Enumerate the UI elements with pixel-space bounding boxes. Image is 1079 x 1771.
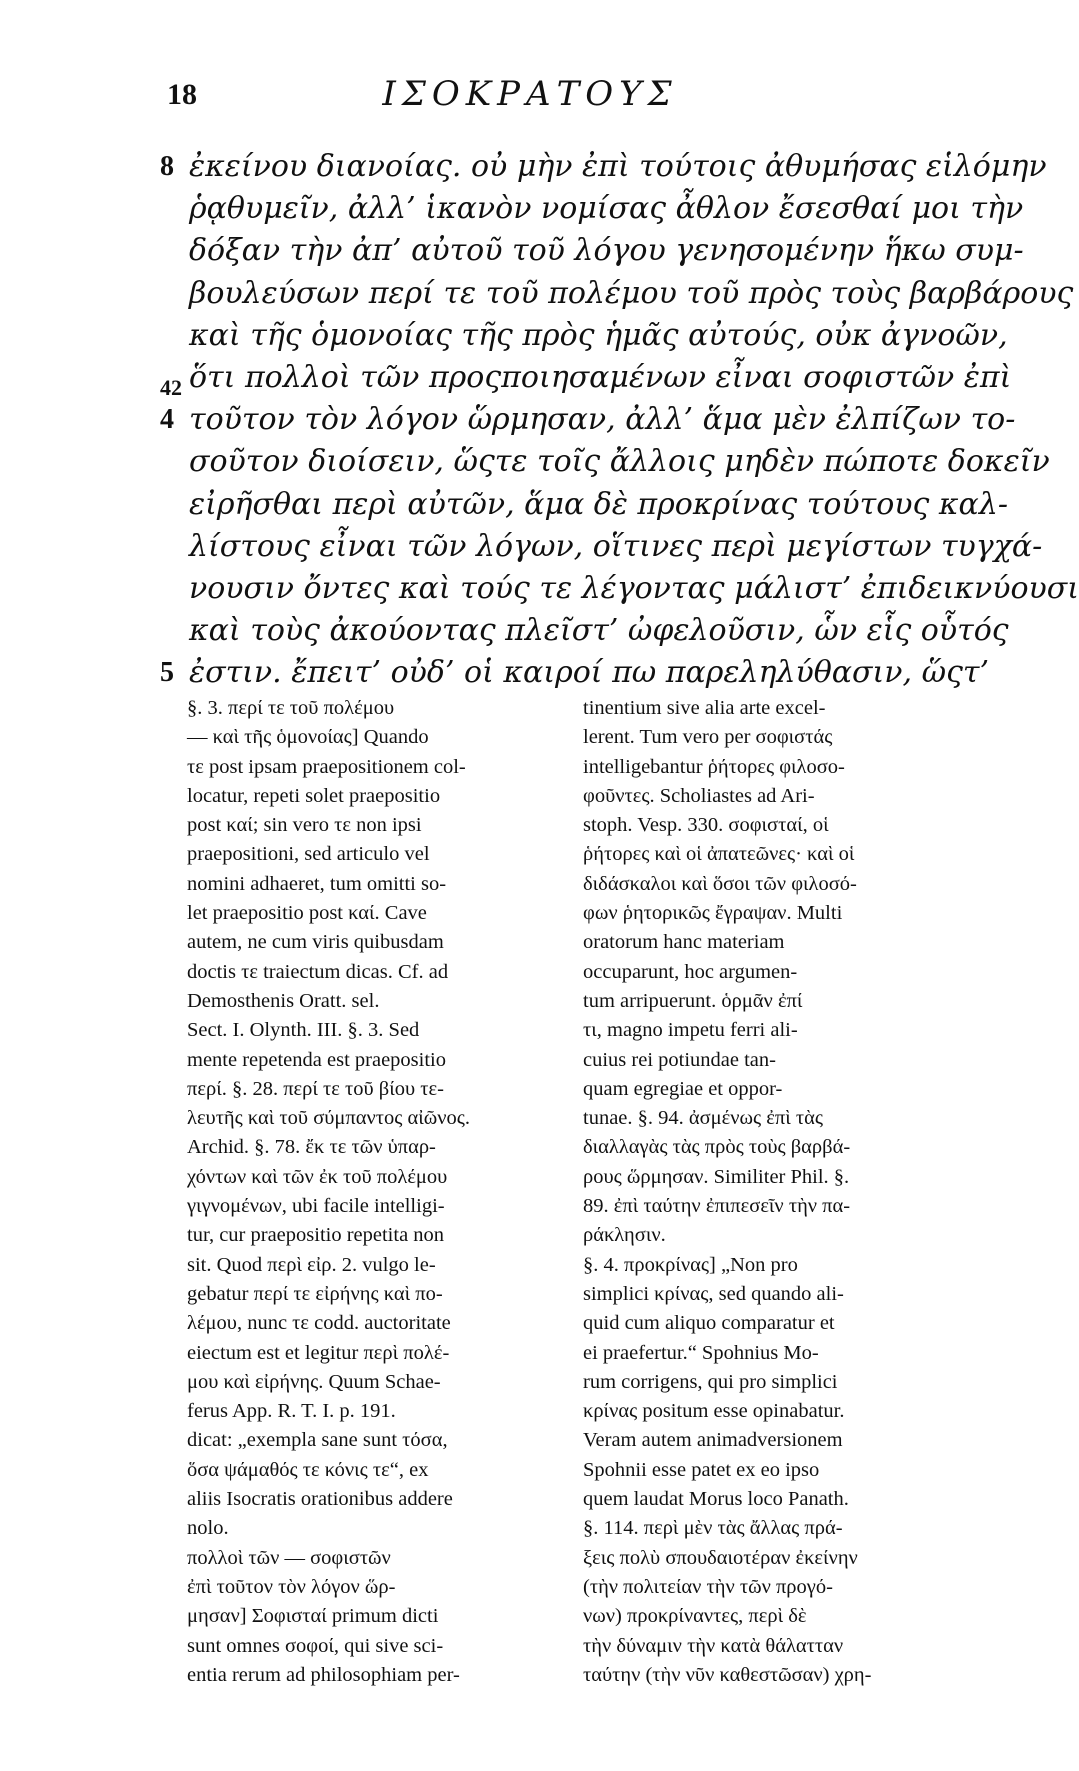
text-line-content: βουλεύσων περί τε τοῦ πολέμου τοῦ πρὸς τοὺς βαρβάρους <box>189 275 1074 311</box>
note-line: — καὶ τῆς ὁμονοίας] Quando <box>187 726 429 749</box>
note-line: sit. Quod περὶ εἰρ. 2. vulgo le- <box>187 1253 436 1276</box>
note-line: Archid. §. 78. ἔκ τε τῶν ὑπαρ- <box>187 1136 436 1159</box>
note-line: lerent. Tum vero per σοφιστάς <box>583 726 833 749</box>
note-line: διδάσκαλοι καὶ ὅσοι τῶν φιλοσό- <box>583 872 857 895</box>
note-line: rum corrigens, qui pro simplici <box>583 1370 838 1393</box>
note-line: sunt omnes σοφοί, qui sive sci- <box>187 1634 444 1657</box>
text-line-content: ἐστιν. ἔπειτ’ οὐδ’ οἱ καιροί πω παρεληλύθασιν, ὥςτ’ <box>189 655 990 691</box>
page-number: 18 <box>167 78 197 111</box>
text-line-content: καὶ τοὺς ἀκούοντας πλεῖστ’ ὠφελοῦσιν, ὧν εἷς οὗτός <box>189 613 1009 649</box>
text-line-content: λίστους εἶναι τῶν λόγων, οἵτινες περὶ μεγίστων τυγχά- <box>189 528 1043 564</box>
note-line: περί. §. 28. περί τε τοῦ βίου τε- <box>187 1077 444 1100</box>
note-line: χόντων καὶ τῶν ἐκ τοῦ πολέμου <box>187 1165 448 1188</box>
note-line: τι, magno impetu ferri ali- <box>583 1019 798 1042</box>
note-line: §. 114. περὶ μὲν τὰς ἄλλας πρά- <box>583 1517 843 1540</box>
note-line: tunae. §. 94. ἀσμένως ἐπὶ τὰς <box>583 1107 823 1130</box>
note-line: φων ῥητορικῶς ἔγραψαν. Multi <box>583 902 843 925</box>
note-line: ῥήτορες καὶ οἱ ἀπατεῶνες· καὶ οἱ <box>583 843 855 866</box>
text-line-content: ῥᾳθυμεῖν, ἀλλ’ ἱκανὸν νομίσας ἆθλον ἔσεσθαί μοι τὴν <box>189 191 1024 227</box>
note-line: locatur, repeti solet praepositio <box>187 784 441 807</box>
text-line-content: ὅτι πολλοὶ τῶν προςποιησαμένων εἶναι σοφιστῶν ἐπὶ <box>189 360 1012 395</box>
note-line: τε post ipsam praepositionem col- <box>187 755 466 778</box>
margin-paragraph-number: 8 <box>160 151 174 182</box>
text-line-content: καὶ τῆς ὁμονοίας τῆς πρὸς ἡμᾶς αὐτούς, οὐκ ἀγνοῶν, <box>189 317 1008 353</box>
note-line: ταύτην (τὴν νῦν καθεστῶσαν) χρη- <box>583 1663 872 1686</box>
note-line: doctis τε traiectum dicas. Cf. ad <box>187 960 449 983</box>
note-line: ei praefertur.“ Spohnius Mo- <box>583 1341 819 1364</box>
note-line: let praepositio post καί. Cave <box>187 902 427 925</box>
note-line: quam egregiae et oppor- <box>583 1077 783 1100</box>
note-line: φοῦντες. Scholiastes ad Ari- <box>583 784 815 807</box>
text-line-content: σοῦτον διοίσειν, ὥςτε τοῖς ἄλλοις μηδὲν πώποτε δοκεῖν <box>189 444 1050 480</box>
note-line: μου καὶ εἰρήνης. Quum Schae- <box>187 1370 441 1393</box>
note-line: nomini adhaeret, tum omitti so- <box>187 872 447 895</box>
notes-right-column <box>583 694 963 1690</box>
note-line: intelligebantur ῥήτορες φιλοσο- <box>583 755 845 778</box>
note-line: μησαν] Σοφισταί primum dicti <box>187 1605 439 1628</box>
running-title: ΙΣΟΚΡΑΤΟΥΣ <box>382 74 678 114</box>
note-line: tur, cur praepositio repetita non <box>187 1224 445 1247</box>
note-line: stoph. Vesp. 330. σοφισταί, οἱ <box>583 814 829 837</box>
note-line: gebatur περί τε εἰρήνης καὶ πο- <box>187 1282 443 1305</box>
note-line: (τὴν πολιτείαν τὴν τῶν προγό- <box>583 1575 833 1598</box>
note-line: Veram autem animadversionem <box>583 1429 843 1452</box>
note-line: quem laudat Morus loco Panath. <box>583 1488 849 1511</box>
note-line: oratorum hanc materiam <box>583 931 785 954</box>
note-line: dicat: „exempla sane sunt τόσα, <box>187 1429 448 1452</box>
note-line: πολλοὶ τῶν — σοφιστῶν <box>187 1546 391 1569</box>
note-line: post καί; sin vero τε non ipsi <box>187 814 422 837</box>
note-line: Spohnii esse patet ex eo ipso <box>583 1458 820 1481</box>
note-line: γιγνομένων, ubi facile intelligi- <box>187 1195 445 1218</box>
note-line: ἐπὶ τοῦτον τὸν λόγον ὥρ- <box>187 1575 396 1598</box>
margin-paragraph-number: 5 <box>160 657 174 689</box>
note-line: ὅσα ψάμαθός τε κόνις τε“, ex <box>187 1458 429 1481</box>
note-line: praepositioni, sed articulo vel <box>187 843 430 866</box>
note-line: κρίνας positum esse opinabatur. <box>583 1400 845 1423</box>
margin-section-number: 42 <box>160 375 182 401</box>
notes-left-column <box>187 694 567 1690</box>
text-line-content: τοῦτον τὸν λόγον ὥρμησαν, ἀλλ’ ἅμα μὲν ἐλπίζων το- <box>189 402 1016 438</box>
note-line: ferus App. R. T. I. p. 191. <box>187 1400 396 1423</box>
note-line: §. 4. προκρίνας] „Non pro <box>583 1253 798 1276</box>
text-line-content: δόξαν τὴν ἀπ’ αὐτοῦ τοῦ λόγου γενησομένην ἥκω συμ- <box>189 233 1024 269</box>
note-line: nolo. <box>187 1517 229 1540</box>
margin-paragraph-number: 4 <box>160 404 174 436</box>
note-line: cuius rei potiundae tan- <box>583 1048 776 1071</box>
text-line-content: εἰρῆσθαι περὶ αὐτῶν, ἅμα δὲ προκρίνας τούτους καλ- <box>189 486 1008 522</box>
note-line: λευτῆς καὶ τοῦ σύμπαντος αἰῶνος. <box>187 1107 470 1130</box>
note-line: §. 3. περί τε τοῦ πολέμου <box>187 697 395 719</box>
note-line: 89. ἐπὶ ταύτην ἐπιπεσεῖν τὴν πα- <box>583 1195 851 1218</box>
commentary-notes <box>187 694 982 1754</box>
note-line: Sect. I. Olynth. III. §. 3. Sed <box>187 1019 420 1042</box>
note-line: ρους ὥρμησαν. Similiter Phil. §. <box>583 1165 850 1188</box>
note-line: aliis Isocratis orationibus addere <box>187 1488 453 1511</box>
note-line: quid cum aliquo comparatur et <box>583 1312 835 1335</box>
note-line: entia rerum ad philosophiam per- <box>187 1663 460 1686</box>
text-line-content: νουσιν ὄντες καὶ τούς τε λέγοντας μάλιστ’ ἐπιδεικνύουσι <box>189 571 1079 606</box>
note-line: ράκλησιν. <box>583 1224 666 1247</box>
note-line: διαλλαγὰς τὰς πρὸς τοὺς βαρβά- <box>583 1136 851 1159</box>
note-line: λέμου, nunc τε codd. auctoritate <box>187 1312 451 1335</box>
text-line <box>0 648 1000 698</box>
note-line: eiectum est et legitur περὶ πολέ- <box>187 1341 450 1364</box>
note-line: simplici κρίνας, sed quando ali- <box>583 1282 844 1305</box>
text-line-content: ἐκείνου διανοίας. οὐ μὴν ἐπὶ τούτοις ἀθυμήσας εἱλόμην <box>189 149 1047 184</box>
note-line: mente repetenda est praepositio <box>187 1048 446 1071</box>
note-line: νων) προκρίναντες, περὶ δὲ <box>583 1605 807 1628</box>
note-line: Demosthenis Oratt. sel. <box>187 989 380 1012</box>
note-line: ξεις πολὺ σπουδαιοτέραν ἐκείνην <box>583 1546 858 1569</box>
note-line: τὴν δύναμιν τὴν κατὰ θάλατταν <box>583 1634 844 1657</box>
note-line: occuparunt, hoc argumen- <box>583 960 798 983</box>
note-line: autem, ne cum viris quibusdam <box>187 931 444 954</box>
note-line: tinentium sive alia arte excel- <box>583 697 826 719</box>
note-line: tum arripuerunt. ὁρμᾶν ἐπί <box>583 989 803 1012</box>
